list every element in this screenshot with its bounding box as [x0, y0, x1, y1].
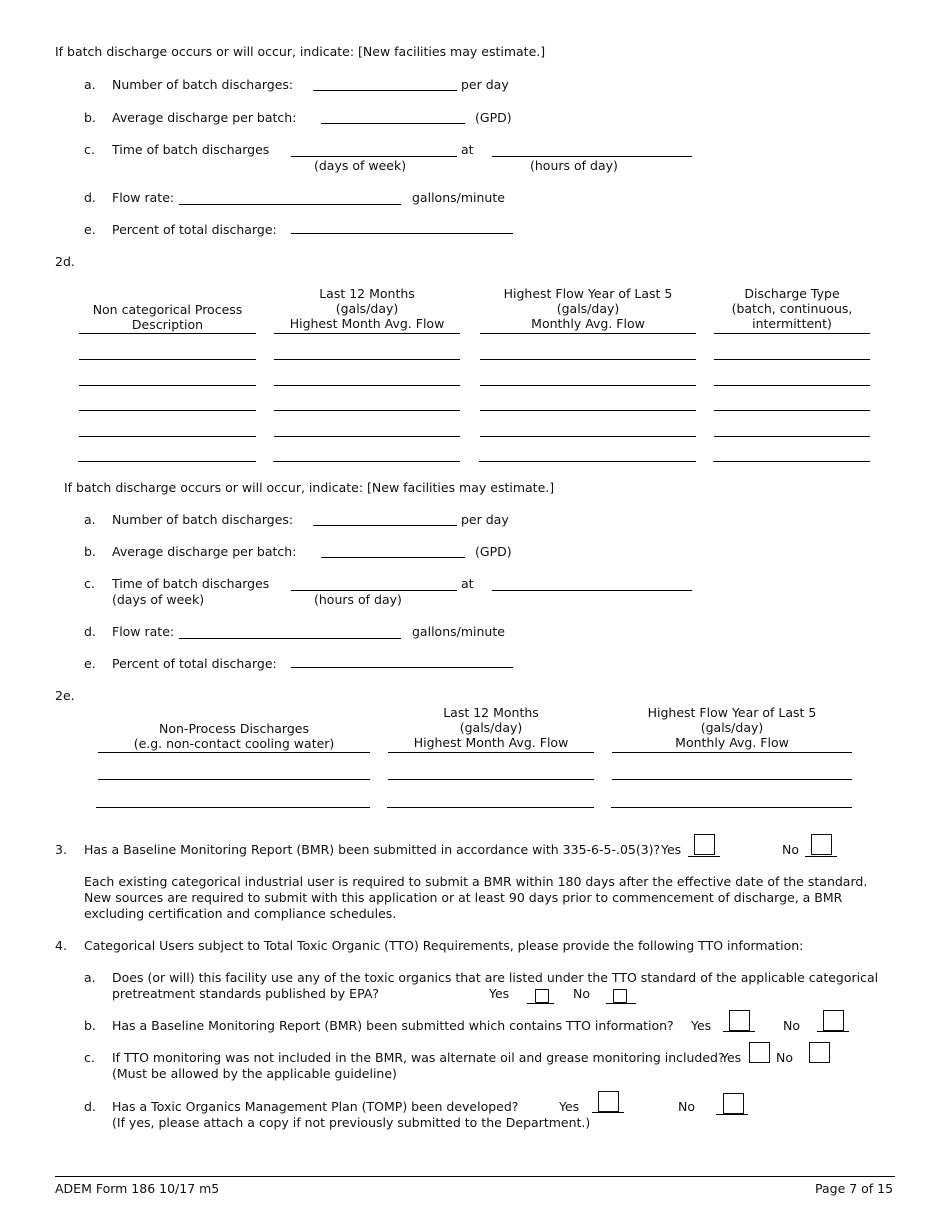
q3-yes-label: Yes: [661, 842, 682, 857]
table2d-cell[interactable]: [78, 461, 256, 462]
batch2-percent-field[interactable]: [291, 667, 513, 668]
q4-d-yes-rule: [592, 1112, 624, 1113]
batch2-a-letter: a.: [84, 512, 96, 527]
table2d-cell[interactable]: [79, 359, 256, 360]
q4-d-yes-checkbox[interactable]: [598, 1091, 619, 1112]
batch1-d-label: Flow rate:: [112, 190, 175, 205]
q4-d-no-label: No: [678, 1099, 695, 1114]
batch2-num-discharges-field[interactable]: [313, 525, 457, 526]
table2d-header-rule: [480, 333, 696, 334]
q4-c-line1: If TTO monitoring was not included in the BMR, was alternate oil and grease monitoring included?: [112, 1050, 725, 1065]
batch1-c-sub1: (days of week): [314, 158, 407, 173]
batch2-b-letter: b.: [84, 544, 96, 559]
batch1-d-letter: d.: [84, 190, 96, 205]
batch1-b-letter: b.: [84, 110, 96, 125]
table2e-cell[interactable]: [96, 807, 370, 808]
footer-form-id: ADEM Form 186 10/17 m5: [55, 1181, 220, 1196]
batch1-hours-field[interactable]: [492, 156, 692, 157]
batch2-c-sub2: (hours of day): [314, 592, 402, 607]
table2d-cell[interactable]: [480, 410, 696, 411]
table2d-cell[interactable]: [714, 410, 870, 411]
q3-number: 3.: [55, 842, 67, 857]
batch2-c-sub1: (days of week): [112, 592, 205, 607]
table2e-header-rule: [98, 752, 370, 753]
batch1-c-sub2: (hours of day): [530, 158, 618, 173]
table2e-cell[interactable]: [98, 779, 370, 780]
table2d-cell[interactable]: [714, 385, 870, 386]
batch1-avg-discharge-field[interactable]: [321, 123, 465, 124]
table2d-cell[interactable]: [479, 461, 696, 462]
table2d-cell[interactable]: [714, 359, 870, 360]
q4-b-no-rule: [817, 1031, 849, 1032]
section-2e-label: 2e.: [55, 688, 75, 703]
batch2-c-at: at: [461, 576, 474, 591]
batch1-days-field[interactable]: [291, 156, 457, 157]
table2d-cell[interactable]: [79, 385, 256, 386]
table2e-header-col1: Non-Process Discharges (e.g. non-contact cooling water): [133, 721, 335, 751]
q3-note: Each existing categorical industrial user is required to submit a BMR within 180 days after the effective date of the standard. New sources are required to submit with this application or at least 90 days prior to commencement of discharge, a BMR excluding certification and compliance schedules.: [84, 874, 868, 921]
q4-d-yes-label: Yes: [559, 1099, 580, 1114]
q4-d-letter: d.: [84, 1099, 96, 1114]
batch1-b-label: Average discharge per batch:: [112, 110, 297, 125]
batch2-avg-discharge-field[interactable]: [321, 557, 465, 558]
batch1-a-unit: per day: [461, 77, 509, 92]
q4-d-line2: (If yes, please attach a copy if not previously submitted to the Department.): [112, 1115, 591, 1130]
table2d-header-rule: [79, 333, 256, 334]
table2e-cell[interactable]: [388, 779, 594, 780]
q4-a-no-checkbox[interactable]: [613, 989, 627, 1003]
batch1-b-unit: (GPD): [475, 110, 512, 125]
q4-a-line2: pretreatment standards published by EPA?: [112, 986, 379, 1001]
batch1-c-at: at: [461, 142, 474, 157]
q4-b-yes-rule: [723, 1031, 755, 1032]
batch2-c-letter: c.: [84, 576, 95, 591]
batch1-e-label: Percent of total discharge:: [112, 222, 277, 237]
q4-d-no-checkbox[interactable]: [723, 1093, 744, 1114]
table2d-cell[interactable]: [274, 410, 460, 411]
table2d-cell[interactable]: [274, 385, 460, 386]
batch2-flow-rate-field[interactable]: [179, 638, 401, 639]
q4-b-yes-checkbox[interactable]: [729, 1010, 750, 1031]
q4-d-no-rule: [716, 1114, 748, 1115]
q3-no-checkbox[interactable]: [811, 834, 832, 855]
q3-yes-rule: [688, 856, 720, 857]
table2d-cell[interactable]: [273, 461, 460, 462]
q4-a-yes-rule: [527, 1003, 554, 1004]
table2e-header-col2: Last 12 Months (gals/day) Highest Month Avg. Flow: [413, 705, 569, 750]
batch1-num-discharges-field[interactable]: [313, 90, 457, 91]
q4-b-no-checkbox[interactable]: [823, 1010, 844, 1031]
q4-number: 4.: [55, 938, 67, 953]
q4-a-line1: Does (or will) this facility use any of the toxic organics that are listed under the TTO standard of the applicable categorical: [112, 970, 879, 985]
batch2-intro: If batch discharge occurs or will occur, indicate: [New facilities may estimate.]: [64, 480, 555, 495]
batch2-b-label: Average discharge per batch:: [112, 544, 297, 559]
batch2-days-field[interactable]: [291, 590, 457, 591]
batch2-d-label: Flow rate:: [112, 624, 175, 639]
q3-yes-checkbox[interactable]: [694, 834, 715, 855]
batch2-d-letter: d.: [84, 624, 96, 639]
q4-c-no-checkbox[interactable]: [809, 1042, 830, 1063]
q3-question: Has a Baseline Monitoring Report (BMR) been submitted in accordance with 335-6-5-.05(3)?: [84, 842, 661, 857]
table2d-header-rule: [714, 333, 870, 334]
q3-no-rule: [805, 856, 837, 857]
batch2-d-unit: gallons/minute: [412, 624, 505, 639]
q4-a-yes-label: Yes: [489, 986, 510, 1001]
batch1-c-label: Time of batch discharges: [112, 142, 270, 157]
q4-c-yes-checkbox[interactable]: [749, 1042, 770, 1063]
batch1-intro: If batch discharge occurs or will occur, indicate: [New facilities may estimate.]: [55, 44, 546, 59]
batch1-a-letter: a.: [84, 77, 96, 92]
table2e-cell[interactable]: [387, 807, 594, 808]
batch2-a-label: Number of batch discharges:: [112, 512, 294, 527]
batch2-hours-field[interactable]: [492, 590, 692, 591]
q4-c-no-label: No: [776, 1050, 793, 1065]
q4-c-line2: (Must be allowed by the applicable guideline): [112, 1066, 397, 1081]
batch1-e-letter: e.: [84, 222, 96, 237]
q4-b-no-label: No: [783, 1018, 800, 1033]
batch1-flow-rate-field[interactable]: [179, 204, 401, 205]
batch2-a-unit: per day: [461, 512, 509, 527]
table2d-cell[interactable]: [714, 436, 870, 437]
batch1-d-unit: gallons/minute: [412, 190, 505, 205]
q4-intro: Categorical Users subject to Total Toxic Organic (TTO) Requirements, please provide the following TTO information:: [84, 938, 804, 953]
table2d-header-rule: [274, 333, 460, 334]
table2d-cell[interactable]: [79, 436, 256, 437]
footer-divider: [55, 1176, 895, 1177]
table2e-cell[interactable]: [611, 807, 852, 808]
batch2-b-unit: (GPD): [475, 544, 512, 559]
table2e-cell[interactable]: [612, 779, 852, 780]
table2d-header-col3: Highest Flow Year of Last 5 (gals/day) Monthly Avg. Flow: [503, 286, 673, 331]
table2d-cell[interactable]: [713, 461, 870, 462]
table2d-cell[interactable]: [480, 385, 696, 386]
q4-b-letter: b.: [84, 1018, 96, 1033]
batch2-e-letter: e.: [84, 656, 96, 671]
table2d-cell[interactable]: [274, 436, 460, 437]
batch1-c-letter: c.: [84, 142, 95, 157]
table2d-header-col4: Discharge Type (batch, continuous, intermittent): [731, 286, 853, 331]
q4-a-yes-checkbox[interactable]: [535, 989, 549, 1003]
table2d-header-col2: Last 12 Months (gals/day) Highest Month Avg. Flow: [289, 286, 445, 331]
q4-a-letter: a.: [84, 970, 96, 985]
q4-d-line1: Has a Toxic Organics Management Plan (TOMP) been developed?: [112, 1099, 519, 1114]
q3-no-label: No: [782, 842, 799, 857]
table2d-cell[interactable]: [79, 410, 256, 411]
table2d-header-col1: Non categorical Process Description: [92, 302, 243, 332]
q4-c-yes-label: Yes: [721, 1050, 742, 1065]
batch1-a-label: Number of batch discharges:: [112, 77, 294, 92]
q4-c-letter: c.: [84, 1050, 95, 1065]
table2e-header-col3: Highest Flow Year of Last 5 (gals/day) Monthly Avg. Flow: [647, 705, 817, 750]
q4-a-no-label: No: [573, 986, 590, 1001]
table2e-header-rule: [388, 752, 594, 753]
q4-b-text: Has a Baseline Monitoring Report (BMR) been submitted which contains TTO information?: [112, 1018, 674, 1033]
table2d-cell[interactable]: [274, 359, 460, 360]
footer-page-number: Page 7 of 15: [815, 1181, 894, 1196]
table2e-header-rule: [612, 752, 852, 753]
table2d-cell[interactable]: [480, 436, 696, 437]
table2d-cell[interactable]: [480, 359, 696, 360]
batch1-percent-field[interactable]: [291, 233, 513, 234]
batch2-c-label: Time of batch discharges: [112, 576, 270, 591]
section-2d-label: 2d.: [55, 254, 75, 269]
q4-a-no-rule: [606, 1003, 636, 1004]
q4-b-yes-label: Yes: [691, 1018, 712, 1033]
batch2-e-label: Percent of total discharge:: [112, 656, 277, 671]
